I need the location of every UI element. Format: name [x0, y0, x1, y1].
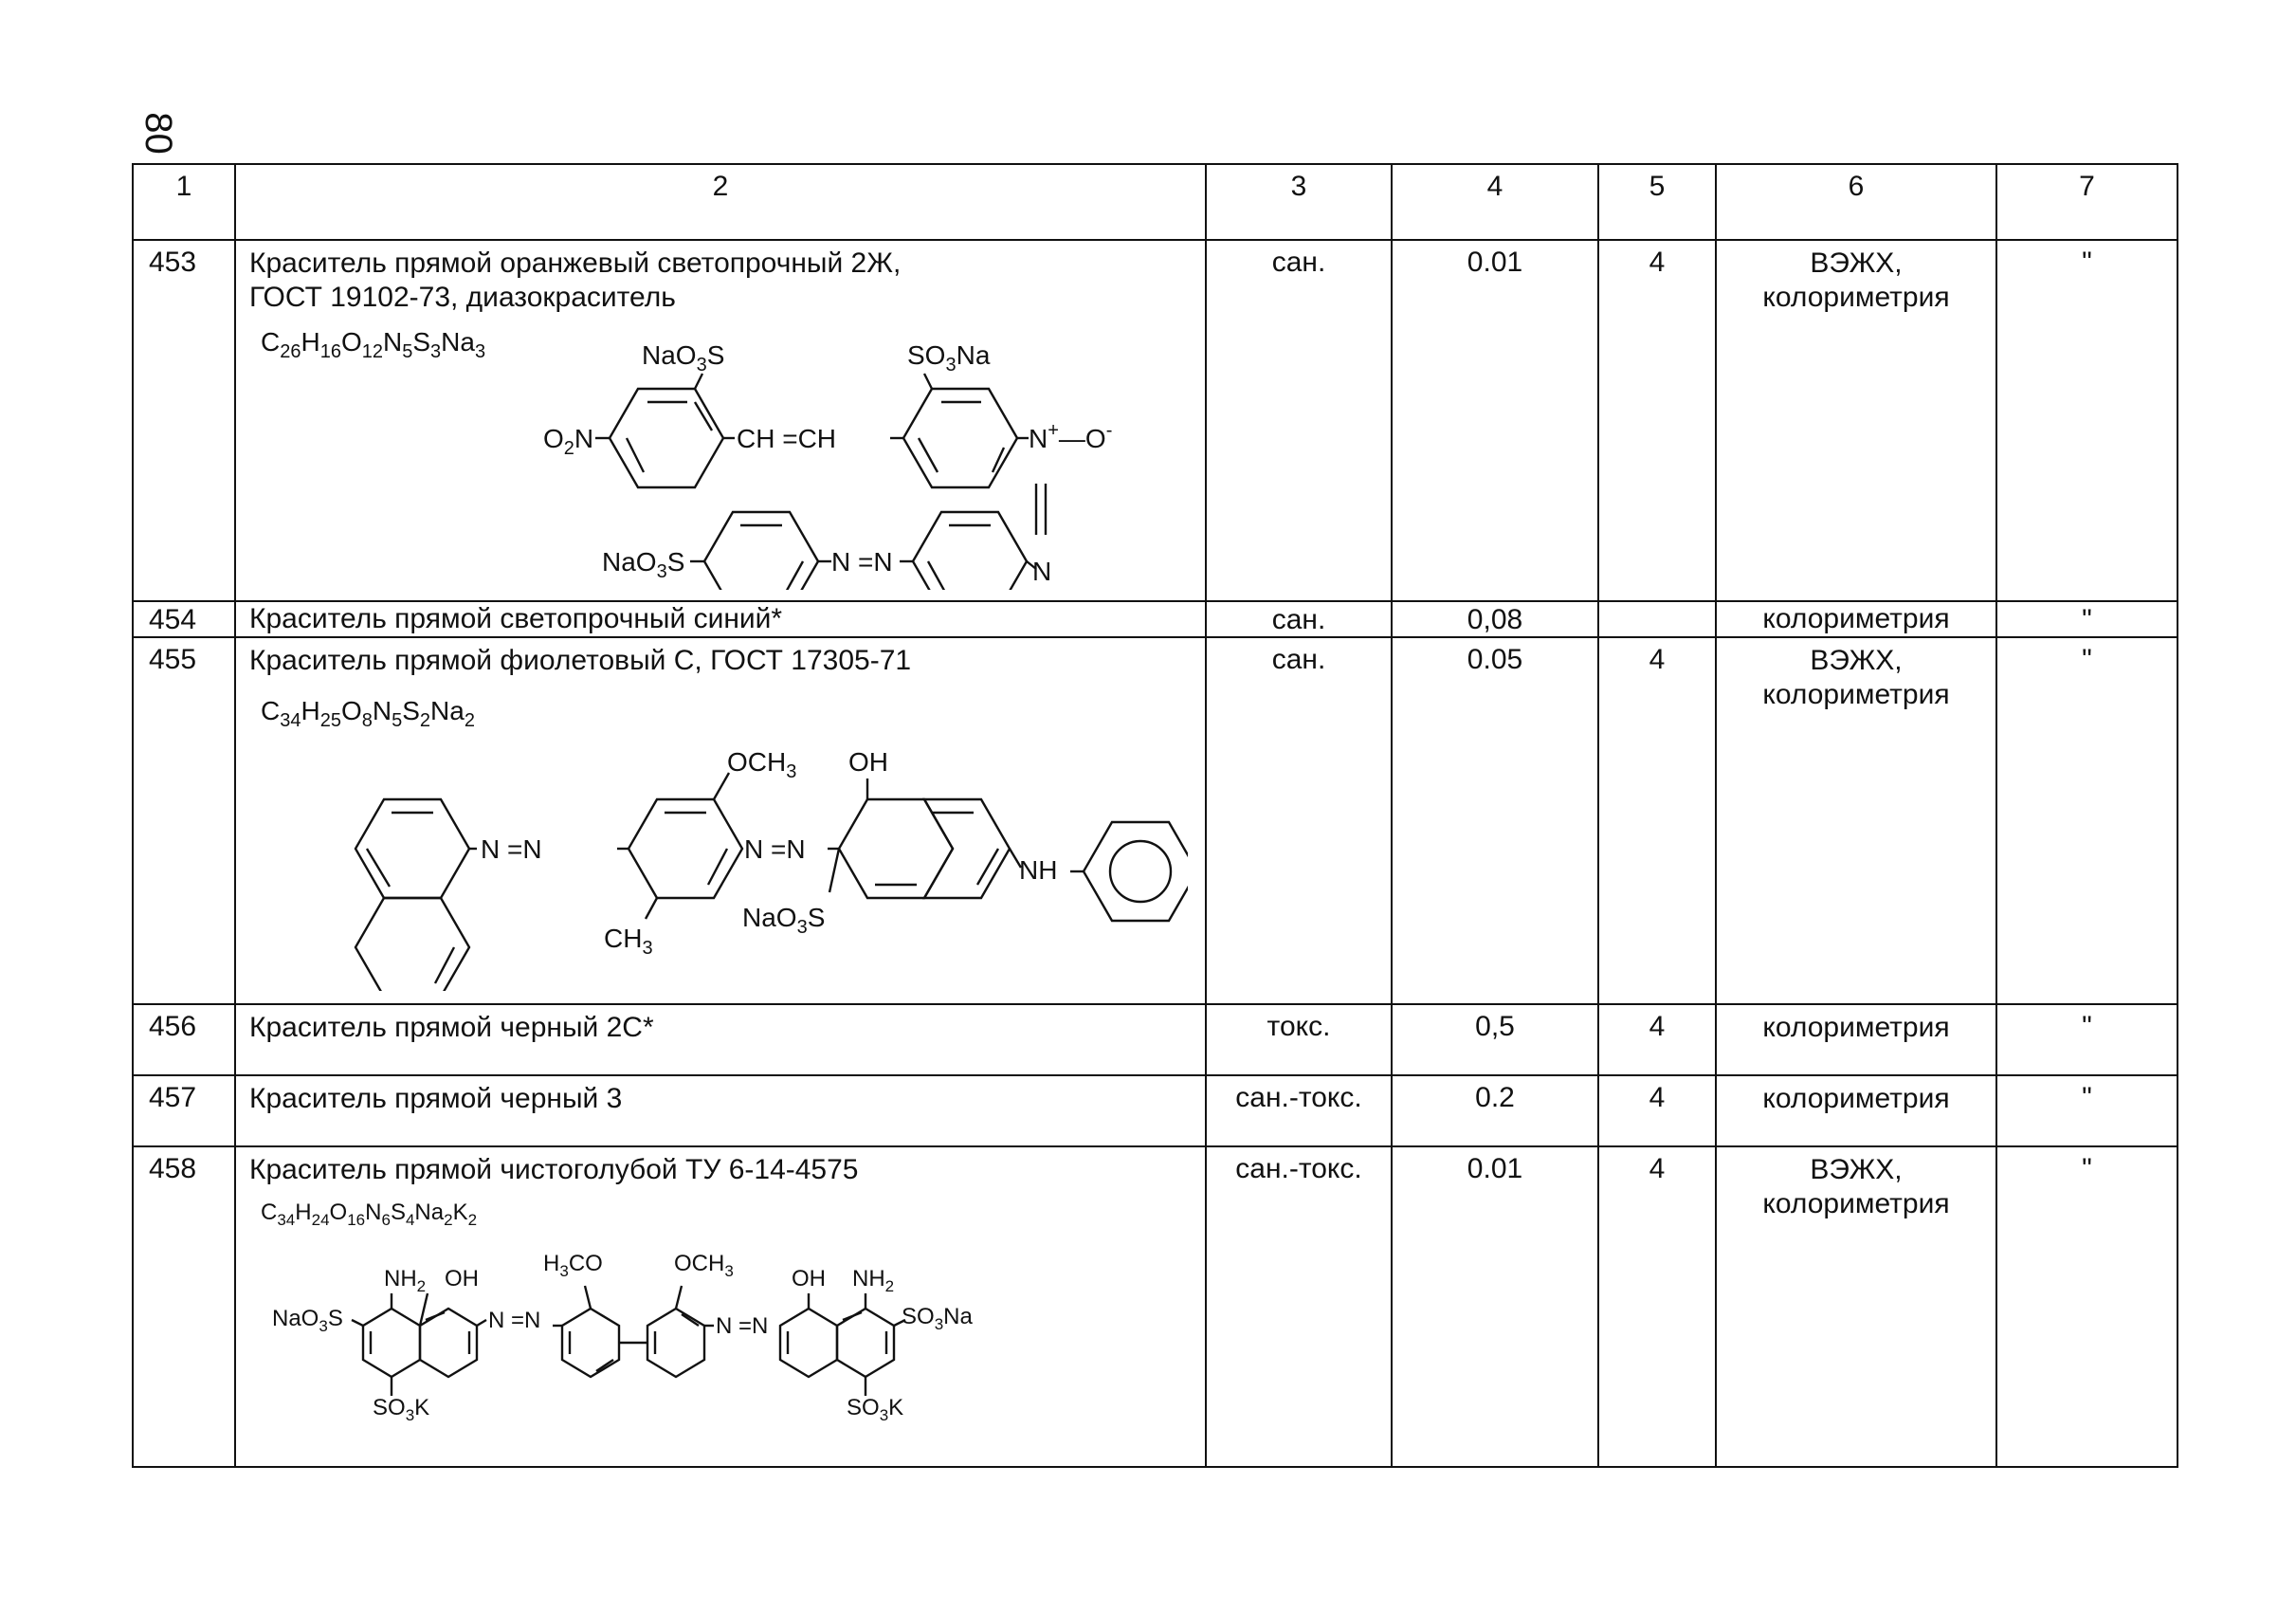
value-cell: 0,08 — [1392, 601, 1598, 637]
row-number: 453 — [133, 240, 235, 601]
hazard-cell: сан. — [1206, 240, 1392, 601]
table-row — [133, 1075, 2178, 1146]
class-cell: 4 — [1598, 637, 1716, 1004]
hazard-cell: сан. — [1206, 601, 1392, 637]
value-cell: 0.05 — [1392, 637, 1598, 1004]
svg-text:H3CO: $H_3CO$ — [543, 1251, 603, 1280]
substance-cell — [235, 601, 1206, 637]
svg-text:NaO3S: NaO$_3$S — [742, 903, 826, 938]
method-cell: ВЭЖХ, колориметрия — [1716, 1146, 1996, 1467]
method-cell: ВЭЖХ, колориметрия — [1716, 637, 1996, 1004]
svg-text:OH: OH — [445, 1266, 479, 1291]
svg-text:NH: NH — [1019, 855, 1058, 885]
table-row — [133, 637, 2178, 1004]
hazard-cell: сан.-токс. — [1206, 1075, 1392, 1146]
substance-name: Краситель прямой черный 2С* — [249, 1012, 654, 1043]
page-number: 80 — [137, 112, 179, 155]
svg-text:NH2: $NH_2$ — [852, 1266, 895, 1295]
svg-text:O2N: $O_2N$ — [543, 424, 594, 459]
header-col-4: 4 — [1392, 164, 1598, 240]
header-col-3: 3 — [1206, 164, 1392, 240]
value-cell: 0.2 — [1392, 1075, 1598, 1146]
col7-cell: " — [1996, 240, 2178, 601]
col7-cell: " — [1996, 601, 2178, 637]
svg-text:N: N — [1032, 557, 1052, 586]
svg-text:N =N: N =N — [831, 547, 893, 577]
header-col-5: 5 — [1598, 164, 1716, 240]
class-cell: 4 — [1598, 1075, 1716, 1146]
row-number: 454 — [133, 601, 235, 637]
class-cell: 4 — [1598, 1146, 1716, 1467]
svg-text:NaO3S: NaO$_3$S — [642, 340, 725, 376]
class-cell — [1598, 601, 1716, 637]
substance-cell — [235, 1075, 1206, 1146]
structure-diagram — [249, 1187, 1188, 1462]
col7-cell: " — [1996, 637, 2178, 1004]
substances-table — [132, 163, 2178, 1468]
substance-name: Краситель прямой чистоголубой ТУ 6-14-4575 — [249, 1154, 859, 1185]
svg-text:CH =CH: CH =CH — [737, 424, 837, 453]
header-col-7: 7 — [1996, 164, 2178, 240]
hazard-cell: сан. — [1206, 637, 1392, 1004]
substance-cell — [235, 240, 1206, 601]
row-number: 455 — [133, 637, 235, 1004]
col7-cell: " — [1996, 1004, 2178, 1075]
substance-cell — [235, 1004, 1206, 1075]
substance-name: ГОСТ 19102-73, диазокраситель — [249, 282, 676, 313]
table-row — [133, 601, 2178, 637]
svg-text:NH2: $NH_2$ — [384, 1266, 427, 1295]
substance-cell — [235, 1146, 1206, 1467]
svg-text:NaO3S: NaO$_3$S — [272, 1306, 343, 1335]
molecular-formula: $C_{26}H_{16}O_{12}N_5S_3Na_3$ — [261, 327, 486, 362]
substance-name: Краситель прямой черный 3 — [249, 1083, 623, 1114]
col7-cell: " — [1996, 1075, 2178, 1146]
header-col-1: 1 — [133, 164, 235, 240]
hazard-cell: токс. — [1206, 1004, 1392, 1075]
row-number: 457 — [133, 1075, 235, 1146]
substance-cell — [235, 637, 1206, 1004]
col7-cell: " — [1996, 1146, 2178, 1467]
value-cell: 0.01 — [1392, 1146, 1598, 1467]
header-col-6: 6 — [1716, 164, 1996, 240]
structure-diagram — [249, 678, 1188, 991]
svg-text:CH3: $CH_3$ — [604, 924, 653, 959]
method-cell: колориметрия — [1716, 1004, 1996, 1075]
table-row — [133, 240, 2178, 601]
svg-text:SO3Na: $SO_3Na$ — [902, 1304, 973, 1333]
molecular-formula: $C_{34}H_{25}O_8N_5S_2Na_2$ — [261, 696, 475, 731]
svg-text:SO3Na: $SO_3Na$ — [907, 340, 991, 376]
class-cell: 4 — [1598, 1004, 1716, 1075]
svg-text:OH: OH — [848, 747, 888, 777]
svg-text:N =N: N =N — [481, 834, 542, 864]
svg-text:OCH3: $OCH_3$ — [727, 747, 797, 782]
structure-diagram — [249, 315, 1188, 590]
class-cell: 4 — [1598, 240, 1716, 601]
hazard-cell: сан.-токс. — [1206, 1146, 1392, 1467]
molecular-formula: $C_{34}H_{24}O_{16}N_6S_4Na_2K_2$ — [261, 1200, 478, 1229]
svg-text:N =N: N =N — [488, 1308, 541, 1333]
substance-name: Краситель прямой фиолетовый С, ГОСТ 17305-71 — [249, 645, 912, 676]
svg-text:N =N: N =N — [716, 1313, 769, 1339]
svg-text:N =N: N =N — [744, 834, 806, 864]
method-cell: колориметрия — [1716, 1075, 1996, 1146]
header-col-2: 2 — [235, 164, 1206, 240]
method-cell: ВЭЖХ, колориметрия — [1716, 240, 1996, 601]
svg-text:SO3K: $SO_3K$ — [847, 1395, 904, 1424]
svg-text:OH: OH — [792, 1266, 826, 1291]
value-cell: 0.01 — [1392, 240, 1598, 601]
svg-text:OCH3: $OCH_3$ — [674, 1251, 734, 1280]
substance-name: Краситель прямой оранжевый светопрочный 2Ж, — [249, 247, 902, 279]
svg-text:SO3K: $SO_3K$ — [373, 1395, 430, 1424]
row-number: 458 — [133, 1146, 235, 1467]
table-row — [133, 1146, 2178, 1467]
value-cell: 0,5 — [1392, 1004, 1598, 1075]
substance-name: Краситель прямой светопрочный синий* — [249, 603, 783, 634]
svg-text:N+—O-: N+—O- — [1029, 420, 1113, 453]
header-row — [133, 164, 2178, 240]
table-row — [133, 1004, 2178, 1075]
row-number: 456 — [133, 1004, 235, 1075]
method-cell: колориметрия — [1716, 601, 1996, 637]
svg-text:NaO3S: NaO$_3$S — [602, 547, 685, 582]
